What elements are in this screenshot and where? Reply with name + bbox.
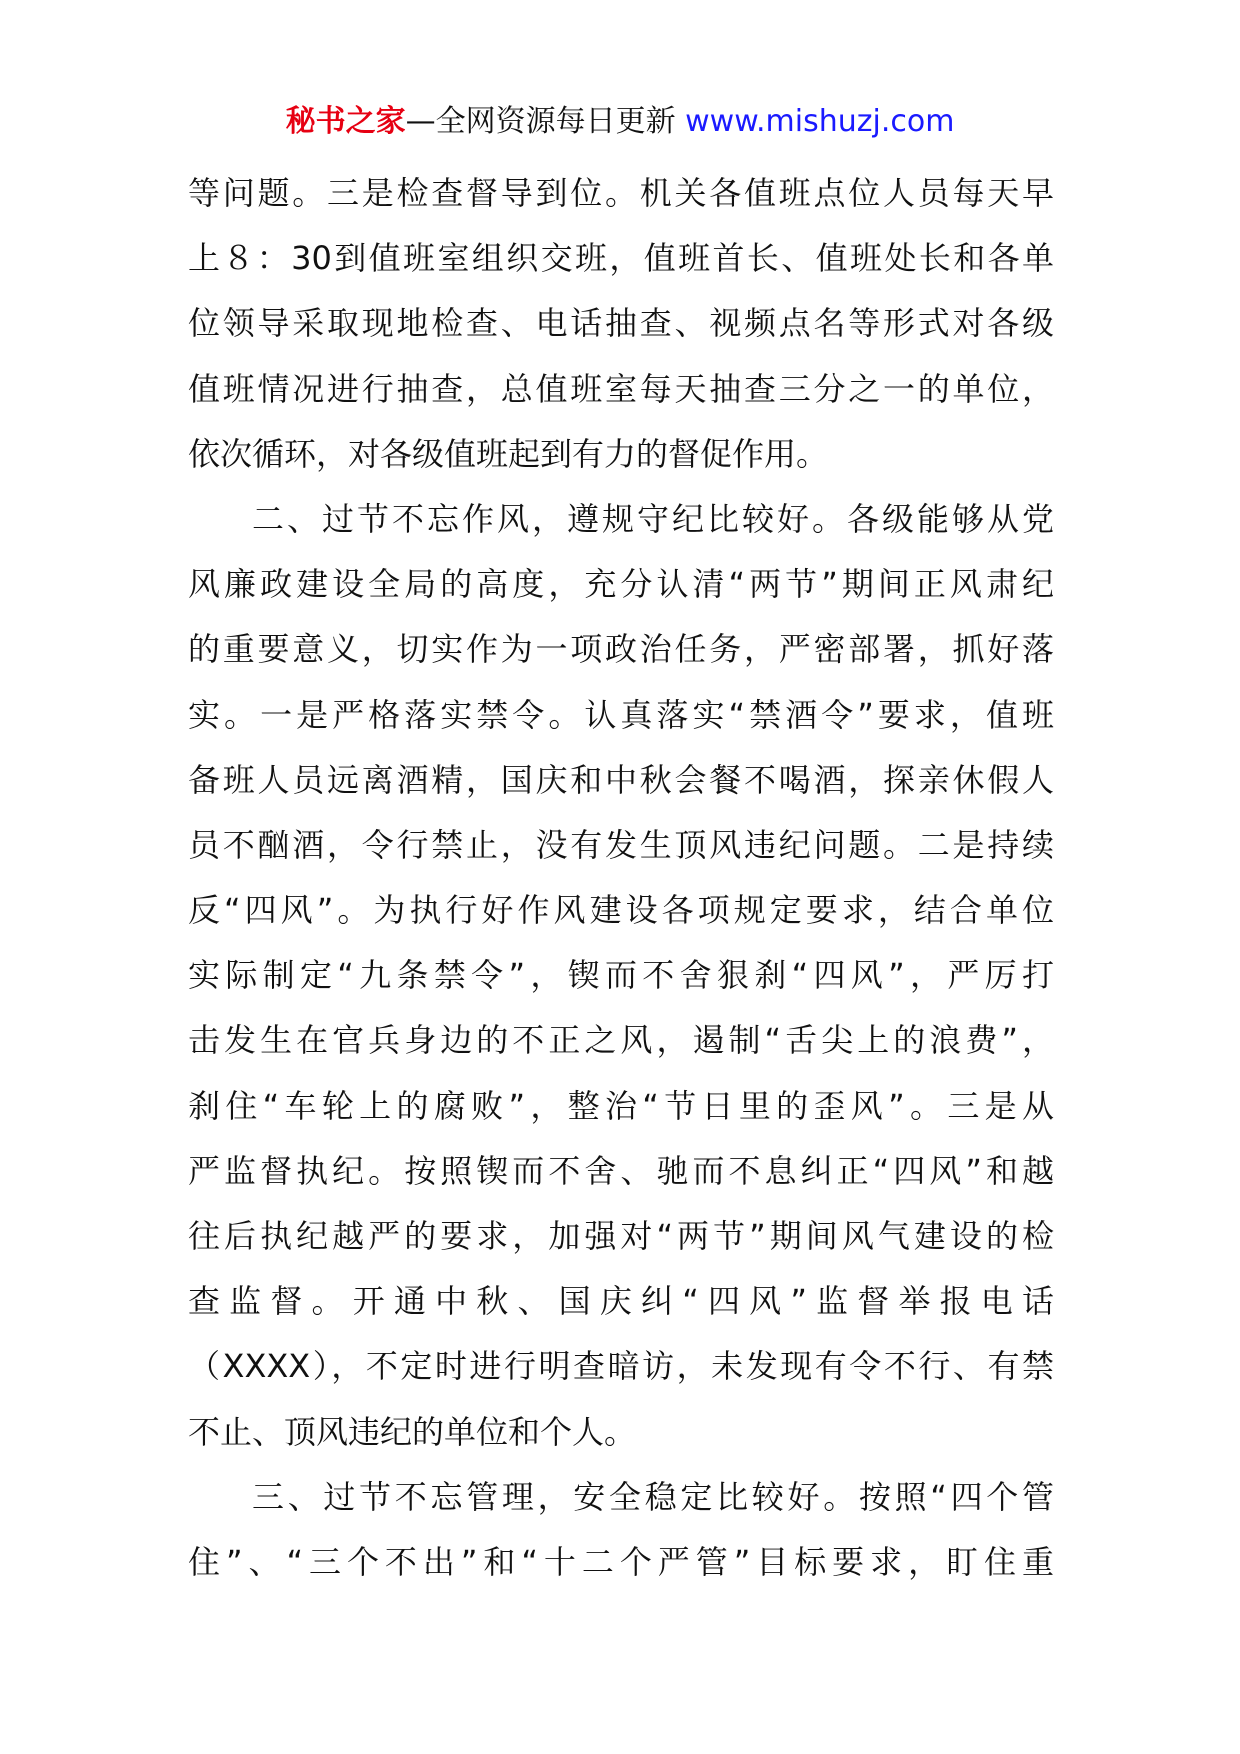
text-line: 三、过节不忘管理，安全稳定比较好。按照“四个管 xyxy=(252,1477,1054,1516)
text-line: 查监督。开通中秋、国庆纠“四风”监督举报电话 xyxy=(188,1282,1054,1321)
header-url-link[interactable]: www.mishuzj.com xyxy=(685,104,955,139)
text-line: 反“四风”。为执行好作风建设各项规定要求，结合单位 xyxy=(188,891,1054,930)
text-line: 等问题。三是检查督导到位。机关各值班点位人员每天早 xyxy=(188,174,1054,212)
text-line: 员不酗酒，令行禁止，没有发生顶风违纪问题。二是持续 xyxy=(188,825,1054,864)
text-line: 刹住“车轮上的腐败”，整治“节日里的歪风”。三是从 xyxy=(188,1086,1054,1125)
text-line: 住”、“三个不出”和“十二个严管”目标要求，盯住重 xyxy=(188,1542,1054,1581)
text-line: 位领导采取现地检查、电话抽查、视频点名等形式对各级 xyxy=(188,304,1054,343)
text-line: （XXXX），不定时进行明查暗访，未发现有令不行、有禁 xyxy=(188,1347,1054,1386)
text-line: 不止、顶风违纪的单位和个人。 xyxy=(188,1412,637,1451)
text-line: 风廉政建设全局的高度，充分认清“两节”期间正风肃纪 xyxy=(188,565,1054,604)
text-line: 上８：30到值班室组织交班，值班首长、值班处长和各单 xyxy=(188,239,1054,278)
text-line: 备班人员远离酒精，国庆和中秋会餐不喝酒，探亲休假人 xyxy=(188,760,1054,799)
document-body xyxy=(188,161,1054,1595)
text-line: 往后执纪越严的要求，加强对“两节”期间风气建设的检 xyxy=(188,1217,1054,1255)
text-line: 实际制定“九条禁令”，锲而不舍狠刹“四风”，严厉打 xyxy=(188,956,1054,995)
text-line: 值班情况进行抽查，总值班室每天抽查三分之一的单位， xyxy=(188,369,1054,408)
text-line: 依次循环，对各级值班起到有力的督促作用。 xyxy=(188,434,829,473)
text-line: 实。一是严格落实禁令。认真落实“禁酒令”要求，值班 xyxy=(188,695,1054,734)
text-line: 的重要意义，切实作为一项政治任务，严密部署，抓好落 xyxy=(188,630,1054,669)
text-line: 击发生在官兵身边的不正之风，遏制“舌尖上的浪费”， xyxy=(188,1021,1054,1060)
page-header xyxy=(0,100,1240,144)
header-tagline: —全网资源每日更新 xyxy=(405,104,686,139)
header-brand: 秘书之家 xyxy=(285,104,406,139)
text-line: 二、过节不忘作风，遵规守纪比较好。各级能够从党 xyxy=(252,499,1054,538)
text-line: 严监督执纪。按照锲而不舍、驰而不息纠正“四风”和越 xyxy=(188,1151,1054,1190)
